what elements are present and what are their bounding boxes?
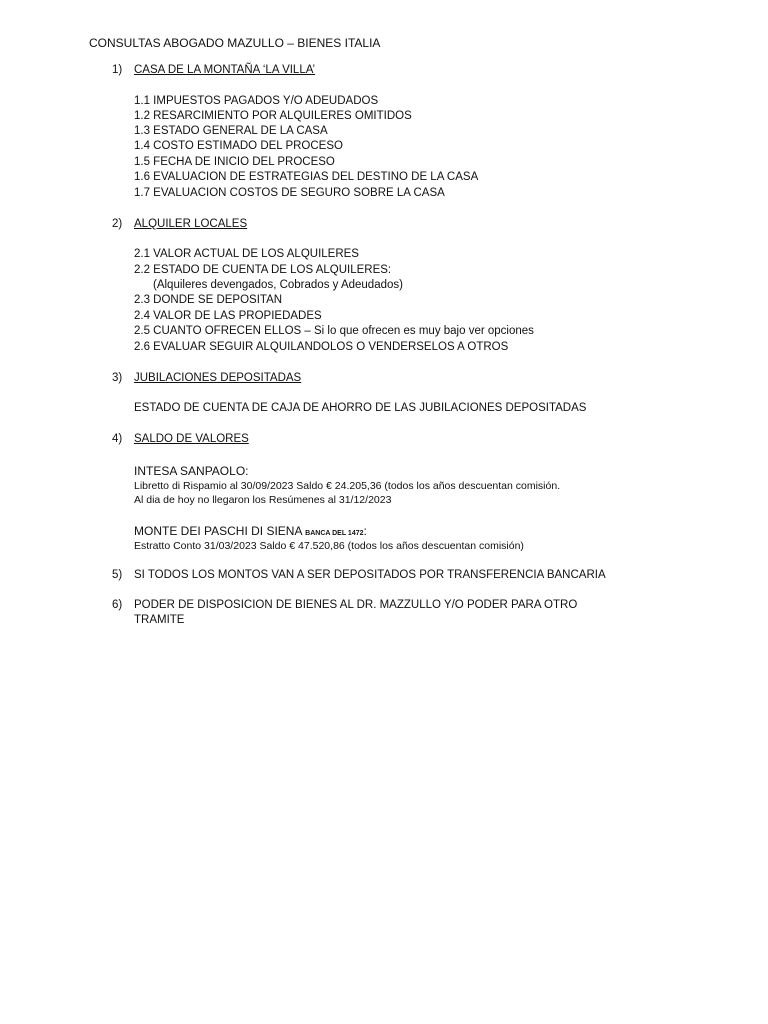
section-1-item: 1.7 EVALUACION COSTOS DE SEGURO SOBRE LA CASA xyxy=(134,187,445,199)
section-2-item: 2.6 EVALUAR SEGUIR ALQUILANDOLOS O VENDERSELOS A OTROS xyxy=(134,341,509,353)
section-4-heading: SALDO DE VALORES xyxy=(134,433,249,445)
section-6-text: PODER DE DISPOSICION DE BIENES AL DR. MAZZULLO Y/O PODER PARA OTRO xyxy=(134,599,578,611)
bank-2-line: Estratto Conto 31/03/2023 Saldo € 47.520,86 (todos los años descuentan comisión) xyxy=(134,540,524,552)
section-3-number: 3) xyxy=(112,372,123,384)
bank-2-name: MONTE DEI PASCHI DI SIENA xyxy=(134,524,302,538)
section-6-number: 6) xyxy=(112,599,123,611)
section-1-item: 1.4 COSTO ESTIMADO DEL PROCESO xyxy=(134,140,343,152)
section-2-item-note: (Alquileres devengados, Cobrados y Adeudados) xyxy=(153,279,403,291)
section-2-heading: ALQUILER LOCALES xyxy=(134,218,248,230)
section-1-heading: CASA DE LA MONTAÑA ‘LA VILLA’ xyxy=(134,64,316,76)
section-1-item: 1.1 IMPUESTOS PAGADOS Y/O ADEUDADOS xyxy=(134,95,379,107)
section-2-item: 2.2 ESTADO DE CUENTA DE LOS ALQUILERES: xyxy=(134,264,392,276)
section-2-item: 2.5 CUANTO OFRECEN ELLOS – Si lo que ofrecen es muy bajo ver opciones xyxy=(134,325,534,337)
bank-1-line: Libretto di Rispamio al 30/09/2023 Saldo € 24.205,36 (todos los años descuentan comisión. xyxy=(134,480,561,492)
section-2-item: 2.3 DONDE SE DEPOSITAN xyxy=(134,294,283,306)
bank-2-name-row xyxy=(134,524,367,538)
bank-2-tag: BANCA DEL 1472 xyxy=(305,530,364,537)
section-5-text: SI TODOS LOS MONTOS VAN A SER DEPOSITADOS POR TRANSFERENCIA BANCARIA xyxy=(134,569,606,581)
section-1-item: 1.2 RESARCIMIENTO POR ALQUILERES OMITIDOS xyxy=(134,110,412,122)
section-2-number: 2) xyxy=(112,218,123,230)
section-2-item: 2.4 VALOR DE LAS PROPIEDADES xyxy=(134,310,322,322)
section-2-item: 2.1 VALOR ACTUAL DE LOS ALQUILERES xyxy=(134,248,359,260)
section-3-heading: JUBILACIONES DEPOSITADAS xyxy=(134,372,302,384)
section-1-item: 1.3 ESTADO GENERAL DE LA CASA xyxy=(134,125,328,137)
section-3-text: ESTADO DE CUENTA DE CAJA DE AHORRO DE LAS JUBILACIONES DEPOSITADAS xyxy=(134,402,587,414)
section-4-number: 4) xyxy=(112,433,123,445)
document-title: CONSULTAS ABOGADO MAZULLO – BIENES ITALIA xyxy=(89,36,381,50)
section-1-item: 1.5 FECHA DE INICIO DEL PROCESO xyxy=(134,156,335,168)
section-1-item: 1.6 EVALUACION DE ESTRATEGIAS DEL DESTINO DE LA CASA xyxy=(134,171,479,183)
bank-2-colon: : xyxy=(363,524,367,538)
bank-1-name: INTESA SANPAOLO: xyxy=(134,464,249,478)
section-6-text: TRAMITE xyxy=(134,614,185,626)
bank-1-line: Al dia de hoy no llegaron los Resúmenes al 31/12/2023 xyxy=(134,494,392,506)
section-5-number: 5) xyxy=(112,569,123,581)
section-1-number: 1) xyxy=(112,64,123,76)
